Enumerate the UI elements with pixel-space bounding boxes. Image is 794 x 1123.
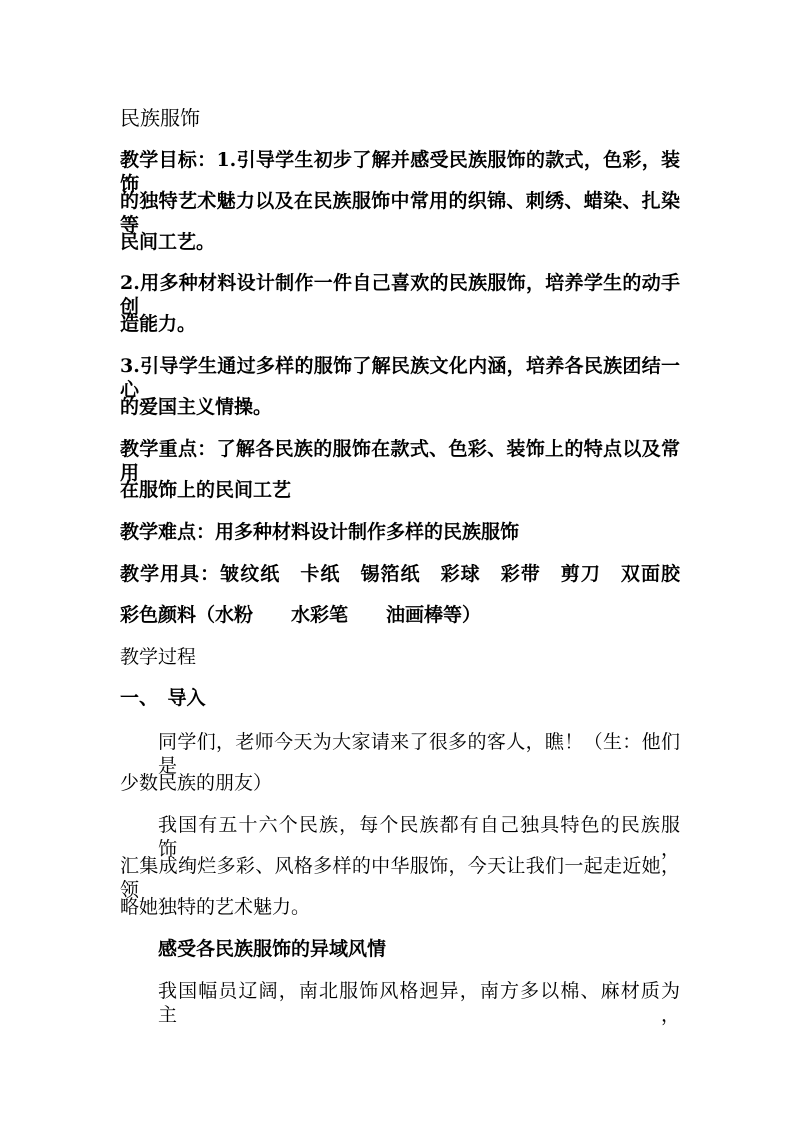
tools-line-1: 教学用具：皱纹纸 卡纸 锡箔纸 彩球 彩带 剪刀 双面胶 [120, 563, 680, 585]
para-2-line-1: 我国有五十六个民族，每个民族都有自己独具特色的民族服饰， [158, 814, 680, 860]
para-3-line-1: 我国幅员辽阔，南北服饰风格迥异，南方多以棉、麻材质为主， [158, 980, 680, 1026]
key-points-line-1: 教学重点：了解各民族的服饰在款式、色彩、装饰上的特点以及常用 [120, 438, 680, 484]
objectives-line-1: 教学目标：1.引导学生初步了解并感受民族服饰的款式，色彩，装饰 [120, 149, 680, 195]
para-1-line-1: 同学们，老师今天为大家请来了很多的客人，瞧！（生：他们是 [158, 731, 680, 777]
key-points-line-2: 在服饰上的民间工艺 [120, 479, 292, 501]
process-heading: 教学过程 [120, 646, 197, 668]
section-1-heading: 一、 导入 [120, 687, 206, 709]
objective-3-line-1: 3.引导学生通过多样的服饰了解民族文化内涵，培养各民族团结一心 [120, 355, 680, 401]
objectives-line-2: 的独特艺术魅力以及在民族服饰中常用的织锦、刺绣、蜡染、扎染等 [120, 190, 680, 236]
difficulty-line: 教学难点：用多种材料设计制作多样的民族服饰 [120, 521, 520, 543]
objective-2-line-2: 造能力。 [120, 313, 197, 335]
para-2-line-3: 略她独特的艺术魅力。 [120, 896, 311, 918]
objective-2-line-1: 2.用多种材料设计制作一件自己喜欢的民族服饰，培养学生的动手创 [120, 272, 680, 318]
tools-line-2: 彩色颜料（水粉 水彩笔 油画棒等） [120, 604, 482, 626]
objective-3-line-2: 的爱国主义情操。 [120, 396, 273, 418]
objectives-line-3: 民间工艺。 [120, 231, 216, 253]
para-2-line-2: 汇集成绚烂多彩、风格多样的中华服饰，今天让我们一起走近她，领 [120, 855, 680, 901]
document-title: 民族服饰 [120, 106, 200, 130]
para-1-line-2: 少数民族的朋友） [120, 772, 273, 794]
subheading: 感受各民族服饰的异域风情 [158, 938, 387, 960]
